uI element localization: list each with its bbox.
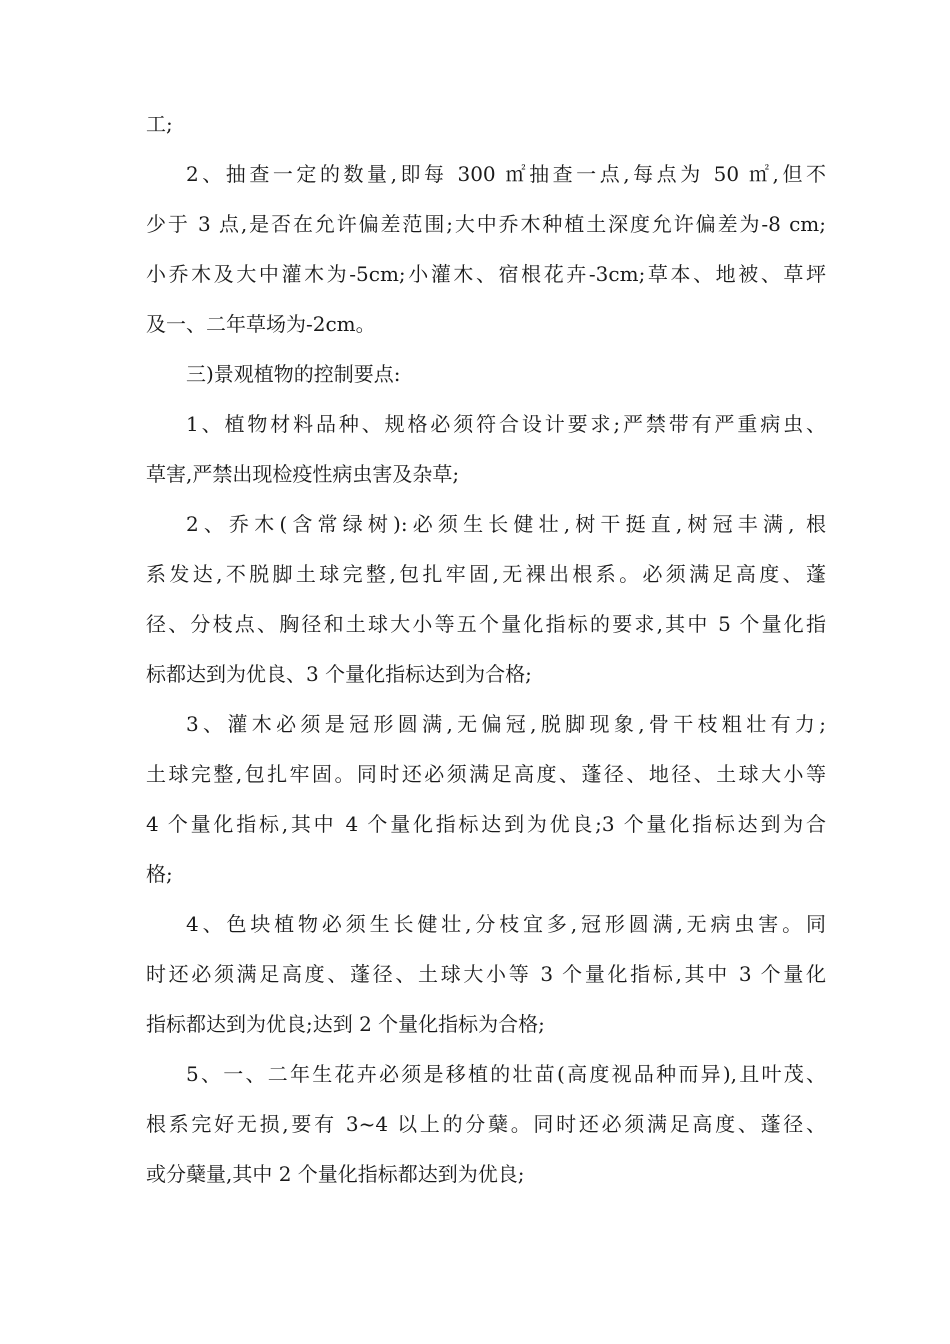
text-line: 及一、二年草场为-2cm。 [146,312,376,336]
text-line: 工; [146,112,173,136]
paragraph-point-4-color-block [146,899,826,1049]
text-line: 指标都达到为优良;达到 2 个量化指标为合格; [146,1012,545,1036]
section-heading [146,349,826,399]
paragraph-point-1 [146,399,826,499]
text-line: 4、色块植物必须生长健壮,分枝宜多,冠形圆满,无病虫害。同 [186,912,826,936]
paragraph-point-5-flowers [146,1049,826,1199]
text-line: 少于 3 点,是否在允许偏差范围;大中乔木种植土深度允许偏差为-8 cm; [146,212,826,236]
text-line: 标都达到为优良、3 个量化指标达到为合格; [146,662,532,686]
paragraph-point-2-trees [146,499,826,699]
text-line: 土球完整,包扎牢固。同时还必须满足高度、蓬径、地径、土球大小等 [146,762,826,786]
text-line: 2、抽查一定的数量,即每 300 ㎡抽查一点,每点为 50 ㎡,但不 [186,162,826,186]
paragraph-point-3-shrubs [146,699,826,899]
text-line: 时还必须满足高度、蓬径、土球大小等 3 个量化指标,其中 3 个量化 [146,962,826,986]
text-line: 5、一、二年生花卉必须是移植的壮苗(高度视品种而异),且叶茂、 [186,1062,826,1086]
text-line: 三)景观植物的控制要点: [186,362,401,386]
text-line: 径、分枝点、胸径和土球大小等五个量化指标的要求,其中 5 个量化指 [146,612,826,636]
text-line: 格; [146,862,173,886]
text-line: 小乔木及大中灌木为-5cm;小灌木、宿根花卉-3cm;草本、地被、草坪 [146,262,826,286]
text-line: 2、乔木(含常绿树):必须生长健壮,树干挺直,树冠丰满, 根 [186,512,826,536]
text-line: 草害,严禁出现检疫性病虫害及杂草; [146,462,460,486]
text-line: 或分蘖量,其中 2 个量化指标都达到为优良; [146,1162,525,1186]
text-line: 3、灌木必须是冠形圆满,无偏冠,脱脚现象,骨干枝粗壮有力; [186,712,826,736]
text-line: 1、植物材料品种、规格必须符合设计要求;严禁带有严重病虫、 [186,412,826,436]
paragraph-item-2-sampling [146,149,826,349]
document-body [146,99,826,1199]
text-line: 4 个量化指标,其中 4 个量化指标达到为优良;3 个量化指标达到为合 [146,812,826,836]
text-line: 根系完好无损,要有 3~4 以上的分蘖。同时还必须满足高度、蓬径、 [146,1112,826,1136]
paragraph-continuation [146,99,826,149]
text-line: 系发达,不脱脚土球完整,包扎牢固,无裸出根系。必须满足高度、蓬 [146,562,826,586]
